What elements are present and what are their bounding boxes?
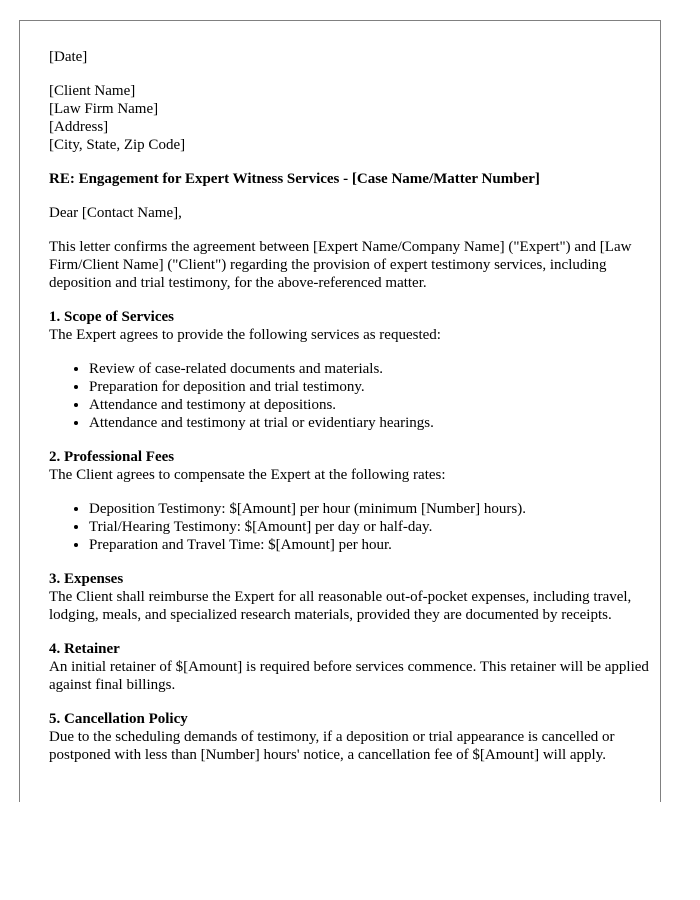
- section-cancellation-policy: [49, 710, 649, 764]
- letter-date: [Date]: [49, 49, 88, 65]
- section-heading: 1. Scope of Services: [49, 309, 174, 325]
- list-item: • Preparation for deposition and trial testimony.: [89, 378, 649, 396]
- client-name: [Client Name]: [49, 83, 136, 99]
- fees-list: [49, 500, 649, 554]
- section-body: Due to the scheduling demands of testimony, if a deposition or trial appearance is cancelled or postponed with less than [Number] hours' notice, a cancellation fee of $[Amount] will apply.: [49, 729, 615, 763]
- section-intro: The Client agrees to compensate the Expert at the following rates:: [49, 467, 446, 483]
- section-professional-fees: [49, 448, 649, 554]
- address-line: [Address]: [49, 119, 109, 135]
- section-body: An initial retainer of $[Amount] is required before services commence. This retainer will be applied against final billings.: [49, 659, 649, 693]
- section-body: The Client shall reimburse the Expert for all reasonable out-of-pocket expenses, including travel, lodging, meals, and specialized research materials, provided they are documented by receipts.: [49, 589, 632, 623]
- section-heading: 2. Professional Fees: [49, 449, 175, 465]
- re-line: RE: Engagement for Expert Witness Services - [Case Name/Matter Number]: [49, 171, 540, 187]
- letter-page: [19, 20, 661, 802]
- salutation: Dear [Contact Name],: [49, 205, 182, 221]
- list-item: • Trial/Hearing Testimony: $[Amount] per day or half-day.: [89, 518, 649, 536]
- section-expenses: [49, 570, 649, 624]
- list-item: • Review of case-related documents and materials.: [89, 360, 649, 378]
- letter-content: [49, 48, 649, 780]
- recipient-block: [49, 82, 649, 154]
- law-firm-name: [Law Firm Name]: [49, 101, 159, 117]
- section-retainer: [49, 640, 649, 694]
- list-item: • Attendance and testimony at depositions.: [89, 396, 649, 414]
- section-scope-of-services: [49, 308, 649, 432]
- section-heading: 4. Retainer: [49, 641, 120, 657]
- section-intro: The Expert agrees to provide the following services as requested:: [49, 327, 441, 343]
- section-heading: 3. Expenses: [49, 571, 124, 587]
- city-state-zip: [City, State, Zip Code]: [49, 137, 186, 153]
- list-item: • Attendance and testimony at trial or evidentiary hearings.: [89, 414, 649, 432]
- list-item: • Preparation and Travel Time: $[Amount] per hour.: [89, 536, 649, 554]
- section-heading: 5. Cancellation Policy: [49, 711, 188, 727]
- services-list: [49, 360, 649, 432]
- list-item: • Deposition Testimony: $[Amount] per hour (minimum [Number] hours).: [89, 500, 649, 518]
- intro-paragraph: This letter confirms the agreement between [Expert Name/Company Name] ("Expert") and [Law Firm/Client Name] ("Client") regarding the provision of expert testimony services, including deposition and trial testimony, for the above-referenced matter.: [49, 239, 632, 291]
